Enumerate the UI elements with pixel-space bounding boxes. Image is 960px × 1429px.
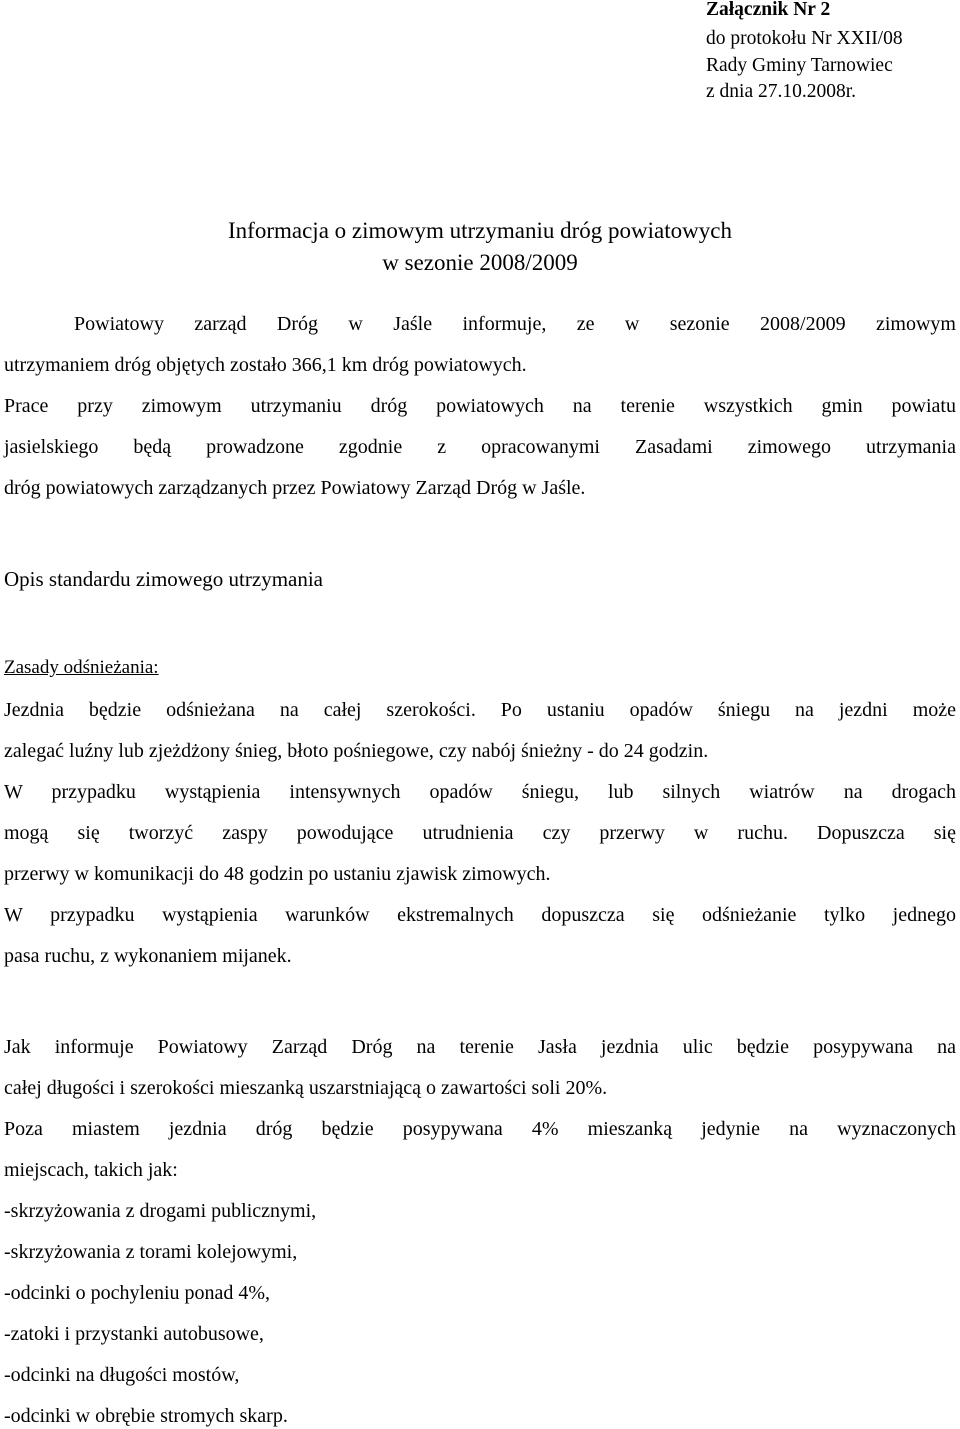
attachment-protocol-line: do protokołu Nr XXII/08 bbox=[706, 28, 903, 49]
rules-line-2: zalegać luźny lub zjeżdżony śnieg, błoto pośniegowe, czy nabój śnieżny - do 24 godzin. bbox=[4, 740, 709, 762]
rules-line-6: W przypadku wystąpienia warunków ekstremalnych dopuszcza się odśnieżanie tylko jednego bbox=[4, 904, 956, 926]
salting-line-3: Poza miastem jezdnia dróg będzie posypywana 4% mieszanką jedynie na wyznaczonych bbox=[4, 1118, 956, 1140]
rules-line-7: pasa ruchu, z wykonaniem mijanek. bbox=[4, 945, 292, 967]
list-item: -odcinki na długości mostów, bbox=[4, 1364, 240, 1386]
section-heading: Opis standardu zimowego utrzymania bbox=[4, 567, 323, 591]
list-item: -odcinki w obrębie stromych skarp. bbox=[4, 1405, 288, 1427]
intro-p2-line-2: jasielskiego będą prowadzone zgodnie z opracowanymi Zasadami zimowego utrzymania bbox=[4, 436, 956, 458]
intro-p2-line-3: dróg powiatowych zarządzanych przez Powiatowy Zarząd Dróg w Jaśle. bbox=[4, 477, 586, 499]
salting-line-1: Jak informuje Powiatowy Zarząd Dróg na terenie Jasła jezdnia ulic będzie posypywana na bbox=[4, 1036, 956, 1058]
list-item: -zatoki i przystanki autobusowe, bbox=[4, 1323, 264, 1345]
intro-p1-line-2: utrzymaniem dróg objętych zostało 366,1 km dróg powiatowych. bbox=[4, 354, 527, 376]
list-item: -odcinki o pochyleniu ponad 4%, bbox=[4, 1282, 271, 1304]
list-item: -skrzyżowania z drogami publicznymi, bbox=[4, 1200, 317, 1222]
rules-line-1: Jezdnia będzie odśnieżana na całej szerokości. Po ustaniu opadów śniegu na jezdni może bbox=[4, 699, 956, 721]
salting-line-4: miejscach, takich jak: bbox=[4, 1159, 178, 1181]
section-subheading: Zasady odśnieżania: bbox=[4, 657, 159, 678]
list-item: -skrzyżowania z torami kolejowymi, bbox=[4, 1241, 298, 1263]
attachment-title: Załącznik Nr 2 bbox=[706, 0, 831, 20]
attachment-council-line: Rady Gminy Tarnowiec bbox=[706, 55, 893, 76]
document-title-line-1: Informacja o zimowym utrzymaniu dróg powiatowych bbox=[228, 218, 732, 243]
document-title-line-2: w sezonie 2008/2009 bbox=[382, 250, 578, 275]
salting-line-2: całej długości i szerokości mieszanką uszarstniającą o zawartości soli 20%. bbox=[4, 1077, 608, 1099]
intro-p2-line-1: Prace przy zimowym utrzymaniu dróg powiatowych na terenie wszystkich gmin powiatu bbox=[4, 395, 956, 417]
attachment-date-line: z dnia 27.10.2008r. bbox=[706, 81, 857, 102]
rules-line-4: mogą się tworzyć zaspy powodujące utrudnienia czy przerwy w ruchu. Dopuszcza się bbox=[4, 822, 956, 844]
rules-line-5: przerwy w komunikacji do 48 godzin po ustaniu zjawisk zimowych. bbox=[4, 863, 551, 885]
intro-p1-line-1: Powiatowy zarząd Dróg w Jaśle informuje, ze w sezonie 2008/2009 zimowym bbox=[74, 313, 956, 335]
rules-line-3: W przypadku wystąpienia intensywnych opadów śniegu, lub silnych wiatrów na drogach bbox=[4, 781, 956, 803]
